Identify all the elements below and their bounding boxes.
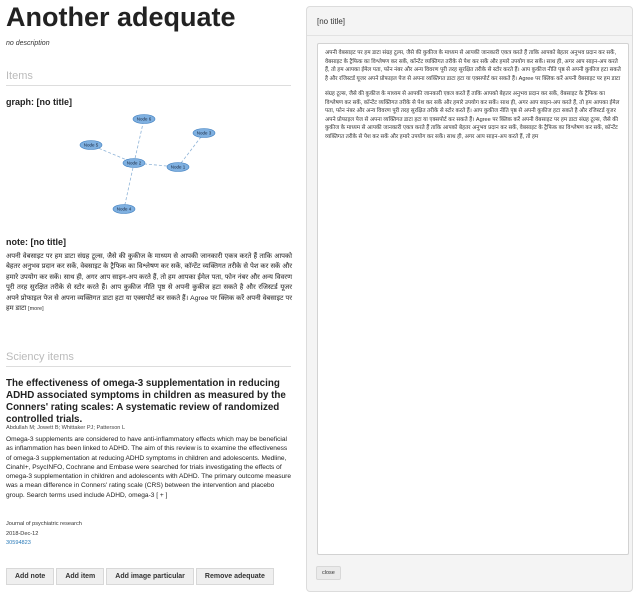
page-title: Another adequate [6, 2, 236, 32]
graph-node-1-label: Node 1 [170, 164, 186, 170]
paper-date: 2018-Dec-12 [6, 531, 39, 537]
graph-diagram [70, 108, 230, 218]
add-image-particular-button[interactable]: Add image particular [106, 568, 194, 585]
graph-node-4-label: Node 4 [116, 206, 132, 212]
graph-node-1[interactable] [167, 163, 189, 172]
graph-heading: graph: [no title] [6, 97, 72, 107]
page-description: no description [6, 40, 50, 47]
graph-node-6-label: Node 6 [136, 116, 152, 122]
note-heading: note: [no title] [6, 237, 66, 247]
panel-title: [no title] [317, 17, 346, 26]
graph-node-2-label: Node 2 [126, 160, 142, 166]
close-button[interactable]: close [316, 566, 341, 580]
graph-edges [91, 116, 204, 209]
graph-node-4[interactable] [113, 205, 135, 214]
graph-node-3-label: Node 3 [196, 130, 212, 136]
items-section-label: Items [6, 70, 33, 82]
graph-node-3[interactable] [193, 129, 215, 138]
paper-title: The effectiveness of omega-3 supplementation in reducing ADHD associated symptoms in children as measured by the Conners' rating scales: A systematic review of randomized controlled trials. [6, 378, 286, 425]
add-note-button[interactable]: Add note [6, 568, 54, 585]
graph-node-6[interactable] [133, 115, 155, 124]
left-column [0, 0, 298, 599]
add-item-button[interactable]: Add item [56, 568, 104, 585]
edge-node2-node4 [124, 163, 134, 209]
graph-node-5[interactable] [80, 141, 102, 150]
paper-pmid-link[interactable]: 30594823 [6, 540, 31, 546]
paper-authors: Abdullah M; Jowett B; Whittaker PJ; Patterson L [6, 425, 126, 431]
edge-node2-node6 [134, 119, 144, 163]
paper-abstract: Omega-3 supplements are considered to have anti-inflammatory effects which may be beneficial as inflammation has been linked to ADHD. The aim of this review is to examine the effectiveness of omega-3 supplementation at reducing ADHD symptoms in children and adolescents. Medline, Cinahl+, PsycINFO, Cochrane and Embase were searched for trials investigating the effects of omega-3 supplementation in children and adolescents with ADHD. The primary outcome measure was a mean difference in Conners' rating scale (CRS) between the intervention and placebo group. Search terms used include ADHD, omega-3 [ + ] [6, 436, 292, 499]
panel-paragraph-1: अपनी वेबसाइट पर हम डाटा संग्रह टूल्स, जैसे की कुकीज के माध्यम से आपकी जानकारी एकत्र करते हैं ताकि आपको बेहतर अनुभव प्रदान कर सकें, वेबसाइट के ट्रैफिक का विश्लेषण कर सकें, कॉन्टेंट व्यक्तिगत तरीके से पेश कर सकें और हमारे उपयोग कर सकें। साथ ही, अगर आप साइन-अप करते हैं, तो हम आपका ईमेल पता, फोन नंबर और अन्य विवरण पूरी तरह सुरक्षित तरीके से स्टोर करते हैं। आप कुकीज नीति पृष्ठ से अपनी कुकीज हटा सकते है और रजिस्टर्ड यूजर अपने प्रोफाइल पेज से अपना व्यक्तिगत डाटा हटा या एक्सपोर्ट कर सकते हैं। Agree पर क्लिक करें अपनी वेबसाइट पर हम डाटा [325, 50, 621, 82]
sciency-divider [6, 366, 291, 367]
note-more-link[interactable]: [more] [28, 306, 44, 313]
note-body [6, 252, 292, 314]
graph-node-2[interactable] [123, 159, 145, 168]
items-section-header [6, 70, 33, 82]
sciency-section-label: Sciency items [6, 351, 74, 363]
graph-nodes [80, 115, 215, 214]
panel-divider [307, 35, 632, 36]
panel-paragraph-2: संग्रह टूल्स, जैसे की कुकीज के माध्यम से आपकी जानकारी एकत्र करते हैं ताकि आपको बेहतर अनुभव प्रदान कर सकें, वेबसाइट के ट्रैफिक का विश्लेषण कर सकें, कॉन्टेंट व्यक्तिगत तरीके से पेश कर सकें और हमारे उपयोग कर सकें। साथ ही, अगर आप साइन-अप करते हैं, तो हम आपका ईमेल पता, फोन नंबर और अन्य विवरण पूरी तरह सुरक्षित तरीके से स्टोर करते हैं। आप कुकीज नीति पृष्ठ से अपनी कुकीज हटा सकते है और रजिस्टर्ड यूजर अपने प्रोफाइल पेज से अपना व्यक्तिगत डाटा हटा या एक्सपोर्ट कर सकते हैं। Agree पर क्लिक करें अपनी वेबसाइट पर हम डाटा संग्रह टूल्स, जैसे की कुकीज के माध्यम से आपकी जानकारी एकत्र करते हैं ताकि आपको बेहतर अनुभव प्रदान कर सकें, वेबसाइट के ट्रैफिक का विश्लेषण कर सकें, कॉन्टेंट व्यक्तिगत तरीके से पेश कर सकें और हमारे उपयोग कर सकें। साथ ही, अगर आप साइन-अप करते हैं, तो हम [325, 91, 620, 140]
note-editor-textarea[interactable] [317, 43, 629, 555]
edge-node1-node3 [178, 133, 204, 167]
note-editor-panel [306, 6, 633, 592]
remove-adequate-button[interactable]: Remove adequate [196, 568, 274, 585]
item-toolbar [6, 568, 274, 585]
note-text: अपनी वेबसाइट पर हम डाटा संग्रह टूल्स, जैसे की कुकीज के माध्यम से आपकी जानकारी एकत्र करते हैं ताकि आपको बेहतर अनुभव प्रदान कर सकें, वेबसाइट के ट्रैफिक का विश्लेषण कर सकें, कॉन्टेंट व्यक्तिगत तरीके से पेश कर सकें और हमारे उपयोग कर सकें। साथ ही, अगर आप साइन-अप करते हैं, तो हम आपका ईमेल पता, फोन नंबर और अन्य विवरण पूरी तरह सुरक्षित तरीके से स्टोर करते हैं। आप कुकीज नीति पृष्ठ से अपनी कुकीज हटा सकते है और रजिस्टर्ड यूजर अपने प्रोफाइल पेज से अपना व्यक्तिगत डाटा हटा या एक्सपोर्ट कर सकते हैं। Agree पर क्लिक करें अपनी वेबसाइट पर हम डाटा [6, 253, 292, 313]
paper-journal: Journal of psychiatric research [6, 521, 82, 527]
sciency-section-header [6, 351, 74, 363]
graph-node-5-label: Node 5 [83, 142, 99, 148]
items-divider [6, 85, 291, 86]
